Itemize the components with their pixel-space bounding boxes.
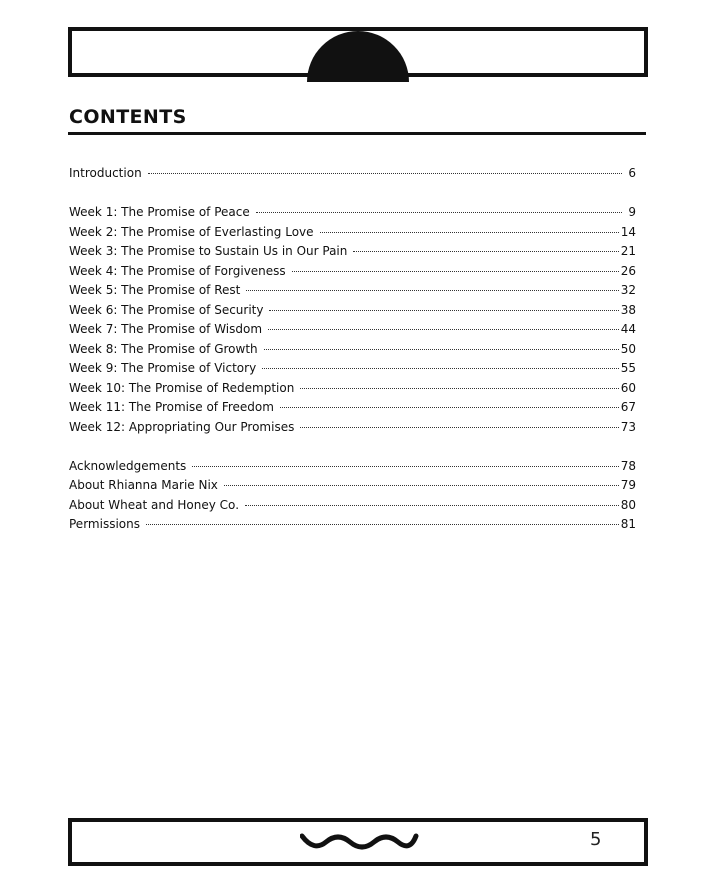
toc-entry-page: 21 (620, 244, 636, 258)
toc-entry[interactable] (69, 340, 636, 360)
toc-entry-page: 26 (620, 263, 636, 278)
toc-entry-title: Week 9: The Promise of Victory (69, 361, 257, 375)
toc-entry[interactable] (69, 359, 636, 379)
table-of-contents (69, 164, 636, 535)
toc-entry[interactable] (69, 301, 636, 321)
toc-entry[interactable] (69, 203, 636, 223)
dot-leader (353, 250, 618, 252)
toc-entry-page: 60 (620, 380, 636, 395)
toc-entry[interactable] (69, 164, 636, 184)
dot-leader (268, 328, 619, 330)
dot-leader (148, 172, 622, 174)
dot-leader (256, 211, 622, 213)
dot-leader (300, 387, 618, 389)
toc-entry-page: 81 (620, 517, 636, 531)
toc-entry-title: Week 5: The Promise of Rest (69, 283, 241, 297)
toc-group-back (69, 457, 636, 535)
toc-entry[interactable] (69, 496, 636, 516)
toc-entry-title: About Rhianna Marie Nix (69, 478, 218, 492)
dot-leader (280, 406, 619, 408)
toc-entry[interactable] (69, 457, 636, 477)
toc-entry-page: 67 (620, 400, 636, 414)
toc-entry-title: Week 4: The Promise of Forgiveness (69, 263, 286, 278)
dot-leader (264, 348, 619, 350)
toc-entry-page: 79 (620, 478, 636, 492)
toc-entry-title: Week 10: The Promise of Redemption (69, 380, 295, 395)
toc-entry[interactable] (69, 281, 636, 301)
dot-leader (246, 289, 618, 291)
toc-entry[interactable] (69, 242, 636, 262)
toc-entry[interactable] (69, 515, 636, 535)
toc-entry-page: 50 (620, 341, 636, 356)
toc-entry-title: Week 7: The Promise of Wisdom (69, 322, 263, 336)
toc-entry-title: About Wheat and Honey Co. (69, 497, 240, 512)
toc-entry-page: 14 (620, 224, 636, 239)
toc-entry-page: 73 (620, 419, 636, 434)
dot-leader (262, 367, 619, 369)
toc-entry[interactable] (69, 398, 636, 418)
toc-entry[interactable] (69, 476, 636, 496)
toc-entry-page: 9 (628, 205, 636, 219)
toc-entry-title: Week 11: The Promise of Freedom (69, 400, 274, 414)
dot-leader (245, 504, 619, 506)
toc-entry-title: Week 1: The Promise of Peace (69, 205, 250, 219)
toc-entry-title: Week 6: The Promise of Security (69, 302, 264, 317)
toc-entry[interactable] (69, 223, 636, 243)
title-divider (68, 132, 646, 135)
toc-entry-page: 78 (620, 458, 636, 473)
wave-icon (300, 830, 420, 854)
dot-leader (320, 231, 619, 233)
dot-leader (192, 465, 618, 467)
dot-leader (292, 270, 619, 272)
toc-entry-page: 44 (620, 322, 636, 336)
toc-entry-page: 80 (620, 497, 636, 512)
toc-entry-title: Introduction (69, 166, 142, 180)
page-title: CONTENTS (69, 106, 187, 128)
toc-entry-page: 32 (620, 283, 636, 297)
toc-entry-page: 6 (628, 166, 636, 180)
toc-entry[interactable] (69, 418, 636, 438)
toc-entry-title: Permissions (69, 517, 140, 531)
toc-entry-title: Week 2: The Promise of Everlasting Love (69, 224, 314, 239)
toc-entry-title: Acknowledgements (69, 458, 187, 473)
toc-entry-page: 38 (620, 302, 636, 317)
toc-group-front (69, 164, 636, 184)
dot-leader (146, 523, 619, 525)
dot-leader (300, 426, 618, 428)
page-number: 5 (590, 829, 602, 850)
toc-entry-page: 55 (620, 361, 636, 375)
toc-entry-title: Week 3: The Promise to Sustain Us in Our Pain (69, 244, 348, 258)
dot-leader (269, 309, 618, 311)
toc-entry-title: Week 8: The Promise of Growth (69, 341, 258, 356)
dot-leader (224, 484, 619, 486)
toc-entry-title: Week 12: Appropriating Our Promises (69, 419, 295, 434)
toc-entry[interactable] (69, 262, 636, 282)
toc-entry[interactable] (69, 379, 636, 399)
toc-group-weeks (69, 203, 636, 437)
toc-entry[interactable] (69, 320, 636, 340)
